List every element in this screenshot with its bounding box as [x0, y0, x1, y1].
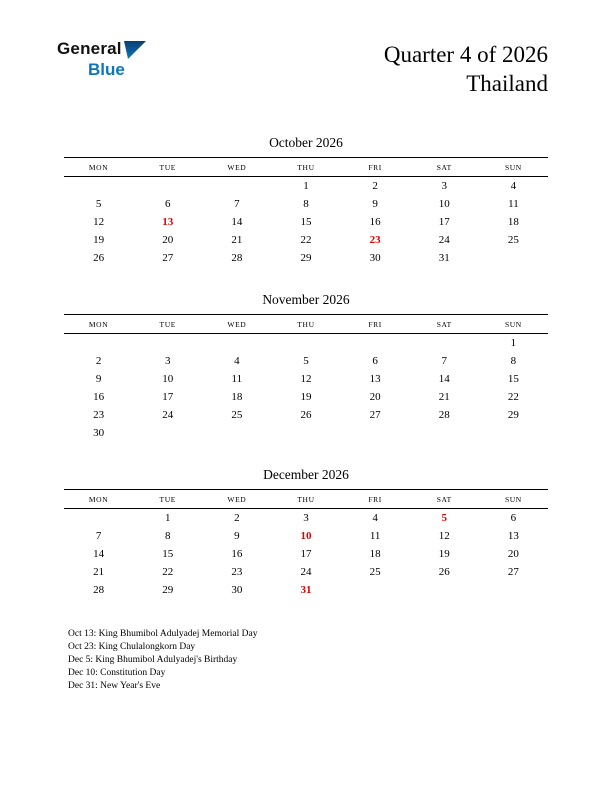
empty-cell [133, 176, 202, 195]
day-cell: 10 [162, 372, 174, 385]
logo-text-general: General [57, 39, 122, 58]
day-cell: 16 [231, 547, 243, 560]
weekday-header: TUE [133, 157, 202, 176]
weekday-header: FRI [341, 157, 410, 176]
day-cell: 25 [231, 408, 243, 421]
day-cell: 14 [231, 215, 243, 228]
weekday-header: TUE [133, 314, 202, 333]
empty-cell [64, 176, 133, 195]
weekday-header: THU [271, 157, 340, 176]
day-cell: 23 [369, 233, 381, 246]
title-quarter: Quarter 4 of 2026 [383, 42, 548, 67]
day-cell: 28 [93, 583, 105, 596]
holiday-note: Oct 23: King Chulalongkorn Day [68, 641, 196, 652]
day-cell: 4 [510, 179, 517, 192]
day-cell: 20 [507, 547, 519, 560]
logo-row-general [57, 40, 146, 62]
empty-cell [341, 333, 410, 352]
day-cell: 6 [510, 511, 517, 524]
holiday-note: Dec 5: King Bhumibol Adulyadej's Birthday [68, 654, 238, 665]
day-cell: 9 [372, 197, 378, 210]
day-cell: 24 [300, 565, 312, 578]
day-cell: 11 [508, 197, 519, 210]
day-cell: 2 [95, 354, 102, 367]
day-cell: 1 [303, 179, 309, 192]
empty-cell [410, 424, 479, 442]
day-cell: 25 [507, 233, 519, 246]
day-cell: 6 [164, 197, 171, 210]
day-cell: 11 [369, 529, 381, 542]
holiday-note: Oct 13: King Bhumibol Adulyadej Memorial Day [68, 628, 258, 639]
day-cell: 13 [162, 215, 174, 228]
day-cell: 14 [93, 547, 105, 560]
day-cell: 20 [369, 390, 381, 403]
weekday-header: THU [271, 314, 340, 333]
day-cell: 27 [162, 251, 174, 264]
empty-cell [479, 249, 548, 267]
day-cell: 7 [234, 197, 240, 210]
day-cell: 12 [300, 372, 312, 385]
title-country: Thailand [466, 71, 548, 97]
day-cell: 21 [93, 565, 105, 578]
day-cell: 27 [369, 408, 381, 421]
day-cell: 16 [369, 215, 381, 228]
empty-cell [202, 176, 271, 195]
day-cell: 9 [234, 529, 240, 542]
day-cell: 3 [441, 179, 448, 192]
weekday-header: FRI [341, 489, 410, 508]
holiday-note: Dec 31: New Year's Eve [68, 680, 161, 691]
day-cell: 7 [95, 529, 102, 542]
day-cell: 14 [438, 372, 450, 385]
day-cell: 23 [93, 408, 105, 421]
weekday-header: MON [64, 314, 133, 333]
month-december-2026 [64, 467, 548, 599]
day-cell: 9 [95, 372, 102, 385]
weekday-header: THU [271, 489, 340, 508]
weekday-header: SAT [410, 489, 479, 508]
empty-cell [64, 508, 133, 527]
day-cell: 13 [507, 529, 519, 542]
month-november-2026 [64, 292, 548, 442]
empty-cell [410, 333, 479, 352]
day-cell: 19 [438, 547, 450, 560]
day-cell: 10 [300, 529, 312, 542]
empty-cell [202, 333, 271, 352]
day-cell: 5 [95, 197, 102, 210]
day-cell: 31 [300, 583, 312, 596]
empty-cell [271, 333, 340, 352]
empty-cell [479, 581, 548, 599]
day-cell: 1 [510, 336, 517, 349]
day-cell: 13 [369, 372, 381, 385]
day-cell: 5 [303, 354, 309, 367]
day-cell: 10 [438, 197, 450, 210]
day-cell: 4 [372, 511, 378, 524]
empty-cell [133, 424, 202, 442]
day-cell: 12 [93, 215, 105, 228]
day-cell: 17 [162, 390, 174, 403]
day-cell: 22 [507, 390, 519, 403]
day-cell: 24 [438, 233, 450, 246]
month-table [64, 157, 548, 267]
empty-cell [202, 424, 271, 442]
day-cell: 1 [164, 511, 171, 524]
day-cell: 15 [300, 215, 312, 228]
empty-cell [64, 333, 133, 352]
weekday-header: WED [202, 157, 271, 176]
logo-row-blue [57, 61, 146, 78]
empty-cell [341, 581, 410, 599]
day-cell: 26 [300, 408, 312, 421]
day-cell: 26 [438, 565, 450, 578]
weekday-header: SUN [479, 157, 548, 176]
weekday-header: MON [64, 157, 133, 176]
weekday-header: TUE [133, 489, 202, 508]
day-cell: 20 [162, 233, 174, 246]
day-cell: 2 [234, 511, 240, 524]
day-cell: 8 [303, 197, 309, 210]
day-cell: 30 [369, 251, 381, 264]
month-table [64, 314, 548, 442]
day-cell: 31 [438, 251, 450, 264]
logo-triangle-icon [124, 41, 146, 62]
day-cell: 30 [231, 583, 243, 596]
day-cell: 30 [93, 426, 105, 439]
weekday-header: WED [202, 314, 271, 333]
day-cell: 3 [164, 354, 171, 367]
holiday-list [68, 628, 548, 693]
day-cell: 18 [231, 390, 243, 403]
general-blue-logo [57, 40, 146, 78]
day-cell: 23 [231, 565, 243, 578]
day-cell: 8 [510, 354, 517, 367]
day-cell: 15 [507, 372, 519, 385]
day-cell: 21 [438, 390, 450, 403]
holiday-note: Dec 10: Constitution Day [68, 667, 166, 678]
day-cell: 29 [507, 408, 519, 421]
day-cell: 11 [231, 372, 243, 385]
day-cell: 6 [372, 354, 378, 367]
day-cell: 24 [162, 408, 174, 421]
page-header [0, 0, 612, 99]
empty-cell [133, 333, 202, 352]
day-cell: 2 [372, 179, 378, 192]
weekday-header: MON [64, 489, 133, 508]
day-cell: 8 [164, 529, 171, 542]
day-cell: 22 [300, 233, 312, 246]
day-cell: 27 [507, 565, 519, 578]
day-cell: 3 [303, 511, 309, 524]
day-cell: 19 [93, 233, 105, 246]
day-cell: 17 [300, 547, 312, 560]
logo-text-blue: Blue [88, 60, 125, 79]
day-cell: 18 [507, 215, 519, 228]
day-cell: 28 [231, 251, 243, 264]
month-title: October 2026 [269, 134, 343, 150]
empty-cell [341, 424, 410, 442]
day-cell: 28 [438, 408, 450, 421]
weekday-header: FRI [341, 314, 410, 333]
day-cell: 7 [441, 354, 448, 367]
day-cell: 22 [162, 565, 174, 578]
day-cell: 4 [234, 354, 240, 367]
day-cell: 16 [93, 390, 105, 403]
weekday-header: SAT [410, 314, 479, 333]
day-cell: 5 [441, 511, 448, 524]
month-table [64, 489, 548, 599]
day-cell: 19 [300, 390, 312, 403]
month-title: November 2026 [262, 291, 350, 307]
document-title [384, 40, 548, 99]
day-cell: 26 [93, 251, 105, 264]
empty-cell [479, 424, 548, 442]
weekday-header: SUN [479, 314, 548, 333]
weekday-header: SUN [479, 489, 548, 508]
day-cell: 25 [369, 565, 381, 578]
day-cell: 29 [162, 583, 174, 596]
month-title: December 2026 [263, 466, 349, 482]
month-october-2026 [64, 135, 548, 267]
empty-cell [271, 424, 340, 442]
weekday-header: WED [202, 489, 271, 508]
empty-cell [410, 581, 479, 599]
day-cell: 17 [438, 215, 450, 228]
day-cell: 29 [300, 251, 312, 264]
day-cell: 21 [231, 233, 243, 246]
weekday-header: SAT [410, 157, 479, 176]
day-cell: 15 [162, 547, 174, 560]
day-cell: 18 [369, 547, 381, 560]
day-cell: 12 [438, 529, 450, 542]
calendars [64, 135, 548, 599]
